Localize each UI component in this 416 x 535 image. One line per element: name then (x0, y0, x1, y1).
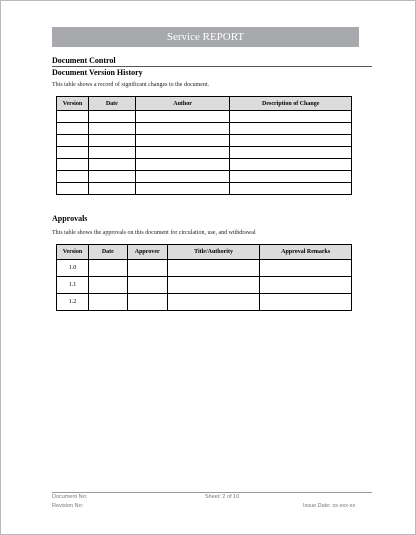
table-cell[interactable] (230, 159, 352, 171)
table-cell[interactable] (135, 147, 230, 159)
table-cell[interactable] (230, 183, 352, 195)
table-row (57, 277, 352, 294)
approvals-description: This table shows the approvals on this document for circulation, use, and withdrawal (52, 230, 256, 236)
table-cell[interactable] (135, 159, 230, 171)
document-control-heading: Document Control (52, 56, 116, 65)
version-cell: 1.1 (57, 277, 89, 294)
table-cell[interactable] (88, 183, 135, 195)
table-row (57, 260, 352, 277)
footer-revision-no: Revision No: (52, 503, 84, 509)
version-history-table (56, 96, 352, 195)
table-row (57, 294, 352, 311)
version-history-heading: Document Version History (52, 68, 143, 77)
table-cell[interactable] (135, 111, 230, 123)
version-history-description: This table shows a record of significant changes to the document. (52, 82, 210, 88)
table-cell[interactable] (88, 294, 127, 311)
table-cell[interactable] (167, 260, 260, 277)
footer-issue-date: Issue Date: xx-xxx-xx (303, 503, 356, 509)
table-cell[interactable] (88, 260, 127, 277)
column-header: Description of Change (230, 97, 352, 111)
footer-document-no: Document No: (52, 494, 88, 500)
table-cell[interactable] (135, 123, 230, 135)
table-cell[interactable] (127, 277, 167, 294)
approvals-heading: Approvals (52, 214, 88, 223)
column-header: Date (88, 245, 127, 260)
footer-divider (52, 492, 372, 493)
table-cell[interactable] (260, 260, 352, 277)
table-cell[interactable] (167, 294, 260, 311)
heading-divider (52, 66, 372, 67)
table-cell[interactable] (167, 277, 260, 294)
approvals-table (56, 244, 352, 311)
table-cell[interactable] (88, 277, 127, 294)
report-title-banner: Service REPORT (52, 27, 359, 47)
table-cell[interactable] (230, 171, 352, 183)
table-row (57, 123, 352, 135)
table-cell[interactable] (88, 123, 135, 135)
table-cell[interactable] (260, 294, 352, 311)
column-header: Version (57, 245, 89, 260)
table-cell[interactable] (57, 135, 89, 147)
table-row (57, 159, 352, 171)
table-cell[interactable] (88, 159, 135, 171)
table-cell[interactable] (57, 159, 89, 171)
table-cell[interactable] (57, 183, 89, 195)
table-header-row (57, 97, 352, 111)
table-cell[interactable] (230, 147, 352, 159)
table-row (57, 135, 352, 147)
table-cell[interactable] (88, 147, 135, 159)
table-row (57, 147, 352, 159)
table-cell[interactable] (260, 277, 352, 294)
table-cell[interactable] (88, 171, 135, 183)
table-cell[interactable] (57, 123, 89, 135)
table-header-row (57, 245, 352, 260)
table-cell[interactable] (135, 135, 230, 147)
version-cell: 1.0 (57, 260, 89, 277)
table-cell[interactable] (135, 171, 230, 183)
table-cell[interactable] (230, 123, 352, 135)
column-header: Approval Remarks (260, 245, 352, 260)
table-cell[interactable] (57, 111, 89, 123)
table-cell[interactable] (88, 135, 135, 147)
table-cell[interactable] (57, 147, 89, 159)
table-cell[interactable] (127, 260, 167, 277)
table-row (57, 183, 352, 195)
table-cell[interactable] (135, 183, 230, 195)
table-cell[interactable] (127, 294, 167, 311)
table-cell[interactable] (230, 111, 352, 123)
table-cell[interactable] (57, 171, 89, 183)
column-header: Date (88, 97, 135, 111)
version-cell: 1.2 (57, 294, 89, 311)
table-cell[interactable] (88, 111, 135, 123)
column-header: Author (135, 97, 230, 111)
table-cell[interactable] (230, 135, 352, 147)
table-row (57, 111, 352, 123)
footer-sheet: Sheet: 2 of 10 (205, 494, 240, 500)
column-header: Title/Authority (167, 245, 260, 260)
column-header: Version (57, 97, 89, 111)
table-row (57, 171, 352, 183)
column-header: Approver (127, 245, 167, 260)
